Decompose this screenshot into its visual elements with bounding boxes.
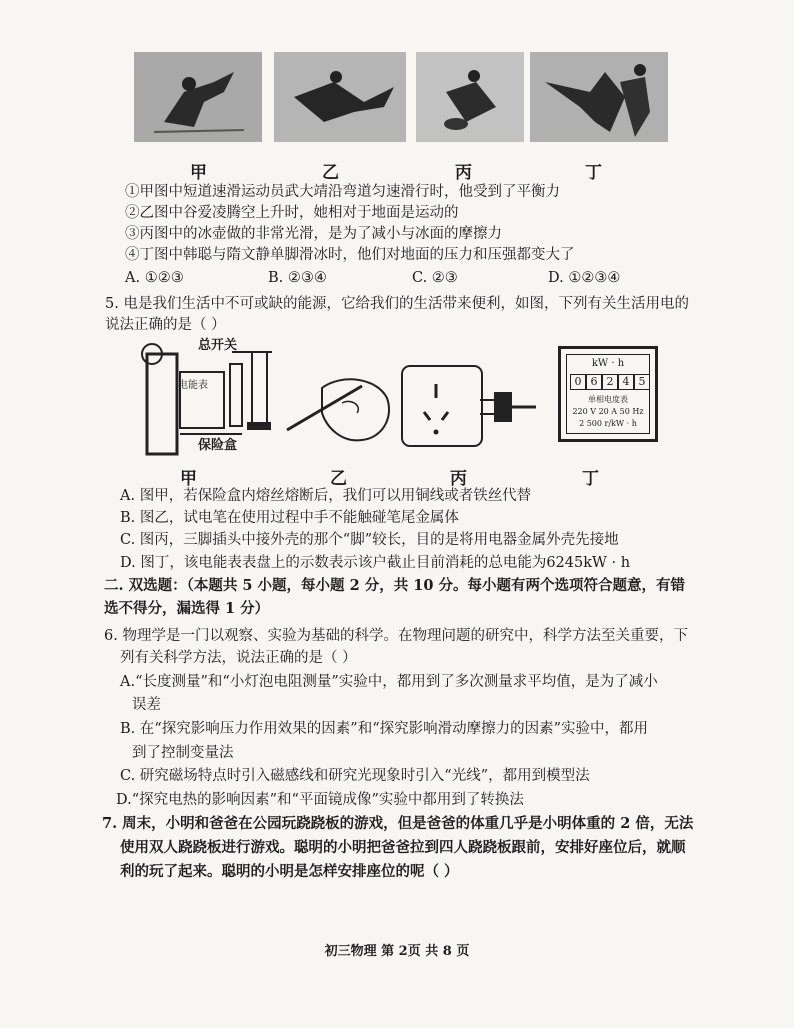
q4-photo-strip bbox=[130, 52, 670, 152]
q4-option-c: C. ②③ bbox=[412, 270, 458, 286]
q7-line3: 利的玩了起来。聪明的小明是怎样安排座位的呢（ ） bbox=[120, 863, 459, 880]
photo-speed-skater bbox=[134, 52, 262, 142]
meter-spec-voltage: 220 V 20 A 50 Hz bbox=[572, 407, 644, 416]
photo-freestyle-skier bbox=[274, 52, 406, 142]
label-electric-meter: 电能表 bbox=[178, 380, 208, 391]
q5-label-bing: 丙 bbox=[450, 469, 467, 489]
q4-statement-2: ②乙图中谷爱凌腾空上升时，她相对于地面是运动的 bbox=[125, 205, 459, 221]
page-footer: 初三物理 第 2页 共 8 页 bbox=[324, 944, 470, 959]
q6-stem-line1: 6. 物理学是一门以观察、实验为基础的科学。在物理问题的研究中，科学方法至关重要，下 bbox=[104, 628, 688, 644]
q5-figure-socket bbox=[398, 362, 538, 452]
q6-option-d: D.“探究电热的影响因素”和“平面镜成像”实验中都用到了转换法 bbox=[116, 792, 524, 808]
q5-option-d: D. 图丁，该电能表表盘上的示数表示该户截止目前消耗的总电能为6245kW · h bbox=[120, 555, 631, 571]
q4-statement-3: ③丙图中的冰壶做的非常光滑，是为了减小与冰面的摩擦力 bbox=[125, 226, 502, 242]
q4-option-d: D. ①②③④ bbox=[548, 270, 621, 286]
q4-option-a: A. ①②③ bbox=[125, 270, 184, 286]
q6-option-b-cont: 到了控制变量法 bbox=[132, 745, 234, 761]
meter-digit: 2 bbox=[602, 374, 618, 390]
photo-curling bbox=[416, 52, 524, 142]
meter-digit: 4 bbox=[618, 374, 634, 390]
q5-figure-test-pen bbox=[282, 368, 397, 448]
q5-label-jia: 甲 bbox=[180, 469, 197, 489]
q4-statement-1: ①甲图中短道速滑运动员武大靖沿弯道匀速滑行时，他受到了平衡力 bbox=[125, 184, 560, 200]
section2-heading-line1: 二. 双选题：（本题共 5 小题，每小题 2 分，共 10 分。每小题有两个选项符合题意，有错 bbox=[104, 577, 685, 594]
q6-option-c: C. 研究磁场特点时引入磁感线和研究光现象时引入“光线”，都用到模型法 bbox=[120, 768, 590, 784]
meter-unit: kW · h bbox=[591, 358, 625, 369]
q5-stem-line1: 5. 电是我们生活中不可或缺的能源，它给我们的生活带来便利，如图，下列有关生活用电的 bbox=[105, 296, 689, 312]
meter-digit-decimal: 5 bbox=[634, 374, 650, 390]
q5-option-c: C. 图丙，三脚插头中接外壳的那个“脚”较长，目的是将用电器金属外壳先接地 bbox=[120, 532, 619, 548]
q4-label-yi: 乙 bbox=[322, 163, 339, 183]
meter-spec-revolutions: 2 500 r/kW · h bbox=[579, 419, 637, 428]
meter-display bbox=[570, 374, 650, 390]
q5-stem-line2: 说法正确的是（ ） bbox=[105, 317, 226, 333]
section2-heading-line2: 选不得分，漏选得 1 分） bbox=[104, 600, 270, 617]
q6-stem-line2: 列有关科学方法，说法正确的是（ ） bbox=[120, 650, 357, 666]
label-fuse-box: 保险盒 bbox=[198, 438, 238, 453]
q4-option-b: B. ②③④ bbox=[268, 270, 327, 286]
meter-digit: 6 bbox=[586, 374, 602, 390]
q7-line2: 使用双人跷跷板进行游戏。聪明的小明把爸爸拉到四人跷跷板跟前，安排好座位后，就顺 bbox=[120, 839, 686, 856]
meter-name: 单相电度表 bbox=[588, 395, 628, 404]
q4-label-bing: 丙 bbox=[455, 163, 472, 183]
meter-digit: 0 bbox=[570, 374, 586, 390]
q7-line1: 7. 周末，小明和爸爸在公园玩跷跷板的游戏，但是爸爸的体重几乎是小明体重的 2 倍，无法 bbox=[102, 815, 694, 832]
q5-label-ding: 丁 bbox=[582, 469, 599, 489]
photo-pair-skaters bbox=[530, 52, 668, 142]
q5-label-yi: 乙 bbox=[330, 469, 347, 489]
q4-label-ding: 丁 bbox=[585, 163, 602, 183]
q5-figure-energy-meter bbox=[558, 346, 662, 446]
q6-option-a: A.“长度测量”和“小灯泡电阻测量”实验中，都用到了多次测量求平均值，是为了减小 bbox=[120, 674, 658, 690]
q6-option-a-cont: 误差 bbox=[132, 697, 161, 713]
label-main-switch: 总开关 bbox=[198, 338, 238, 353]
q4-statement-4: ④丁图中韩聪与隋文静单脚滑冰时，他们对地面的压力和压强都变大了 bbox=[125, 247, 575, 263]
q6-option-b: B. 在“探究影响压力作用效果的因素”和“探究影响滑动摩擦力的因素”实验中，都用 bbox=[120, 721, 649, 737]
q5-option-a: A. 图甲，若保险盒内熔丝熔断后，我们可以用铜线或者铁丝代替 bbox=[120, 488, 532, 504]
q4-label-jia: 甲 bbox=[190, 163, 207, 183]
q5-option-b: B. 图乙，试电笔在使用过程中手不能触碰笔尾金属体 bbox=[120, 510, 459, 526]
